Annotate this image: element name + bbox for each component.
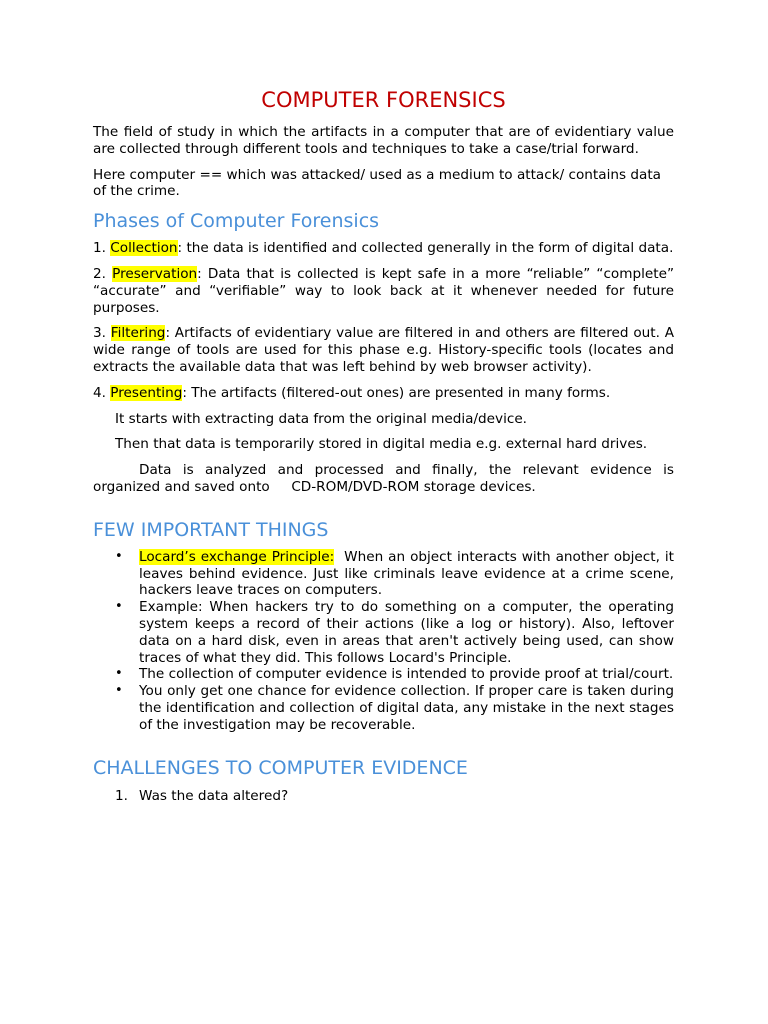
challenges-list	[93, 788, 674, 805]
list-item-text: Was the data altered?	[139, 787, 289, 804]
important-heading: FEW IMPORTANT THINGS	[93, 518, 329, 541]
intro-paragraph-2: Here computer == which was attacked/ used as a medium to attack/ contains data of the crime.	[93, 166, 661, 200]
list-item-text: The collection of computer evidence is intended to provide proof at trial/court.	[139, 666, 674, 683]
presenting-step-line-2: Then that data is temporarily stored in digital media e.g. external hard drives.	[115, 436, 648, 453]
document-title: COMPUTER FORENSICS	[261, 88, 506, 112]
phase-item	[93, 385, 674, 402]
list-item-text: Example: When hackers try to do something on a computer, the operating system keeps a record of their actions (like a log or history). Also, leftover data on a hard disk, even in areas that aren't actively being used, can show traces of what they did. This follows Locard's Principle.	[139, 599, 674, 666]
phase-term-highlight: Preservation	[112, 265, 198, 282]
bullet-icon: •	[115, 548, 123, 564]
challenges-heading: CHALLENGES TO COMPUTER EVIDENCE	[93, 756, 468, 779]
phase-number: 3.	[93, 325, 111, 342]
phase-text: : the data is identified and collected generally in the form of digital data.	[177, 240, 674, 257]
phase-text: : Data that is collected is kept safe in a more “reliable” “complete” “accurate” and “verifiable” way to look back at it whenever needed for future purposes.	[93, 265, 675, 316]
phase-text: : The artifacts (filtered-out ones) are presented in many forms.	[182, 384, 611, 401]
phase-item	[93, 325, 674, 375]
presenting-step-line-1: It starts with extracting data from the original media/device.	[115, 410, 528, 427]
phase-item	[93, 266, 674, 316]
phases-heading: Phases of Computer Forensics	[93, 210, 380, 233]
list-item	[93, 599, 674, 666]
list-item	[93, 548, 679, 599]
phase-term-highlight: Filtering	[110, 325, 166, 342]
intro-paragraph-1: The field of study in which the artifacts in a computer that are of evidentiary value are collected through different tools and techniques to take a case/trial forward.	[93, 124, 674, 157]
phase-term-highlight: Presenting	[110, 384, 183, 401]
list-item	[93, 683, 674, 733]
document-page	[93, 86, 679, 804]
phase-term-highlight: Collection	[110, 240, 178, 257]
list-number: 1.	[115, 787, 128, 804]
phase-text: : Artifacts of evidentiary value are filtered in and others are filtered out. A wide range of tools are used for this phase e.g. History-specific tools (locates and extracts the available data that was left behind by web browser activity).	[93, 325, 674, 375]
important-list	[93, 548, 679, 734]
phase-number: 1.	[93, 240, 111, 257]
list-item	[93, 788, 674, 805]
phase-number: 4.	[93, 384, 111, 401]
presenting-step-line-3: Data is analyzed and processed and finally, the relevant evidence is organized and saved onto CD-ROM/DVD-ROM storage devices.	[93, 462, 679, 495]
bullet-icon: •	[115, 666, 123, 682]
list-item-text: When an object interacts with another object, it leaves behind evidence. Just like criminals leave evidence at a crime scene, hackers leave traces on computers.	[139, 548, 679, 599]
bullet-icon: •	[115, 683, 123, 699]
phase-number: 2.	[93, 265, 113, 282]
bullet-icon: •	[115, 599, 123, 615]
list-item	[93, 666, 674, 683]
principle-term-highlight: Locard’s exchange Principle:	[139, 548, 335, 565]
list-item-text: You only get one chance for evidence collection. If proper care is taken during the identification and collection of digital data, any mistake in the next stages of the investigation may be recoverable.	[139, 683, 674, 733]
phase-item	[93, 240, 674, 257]
